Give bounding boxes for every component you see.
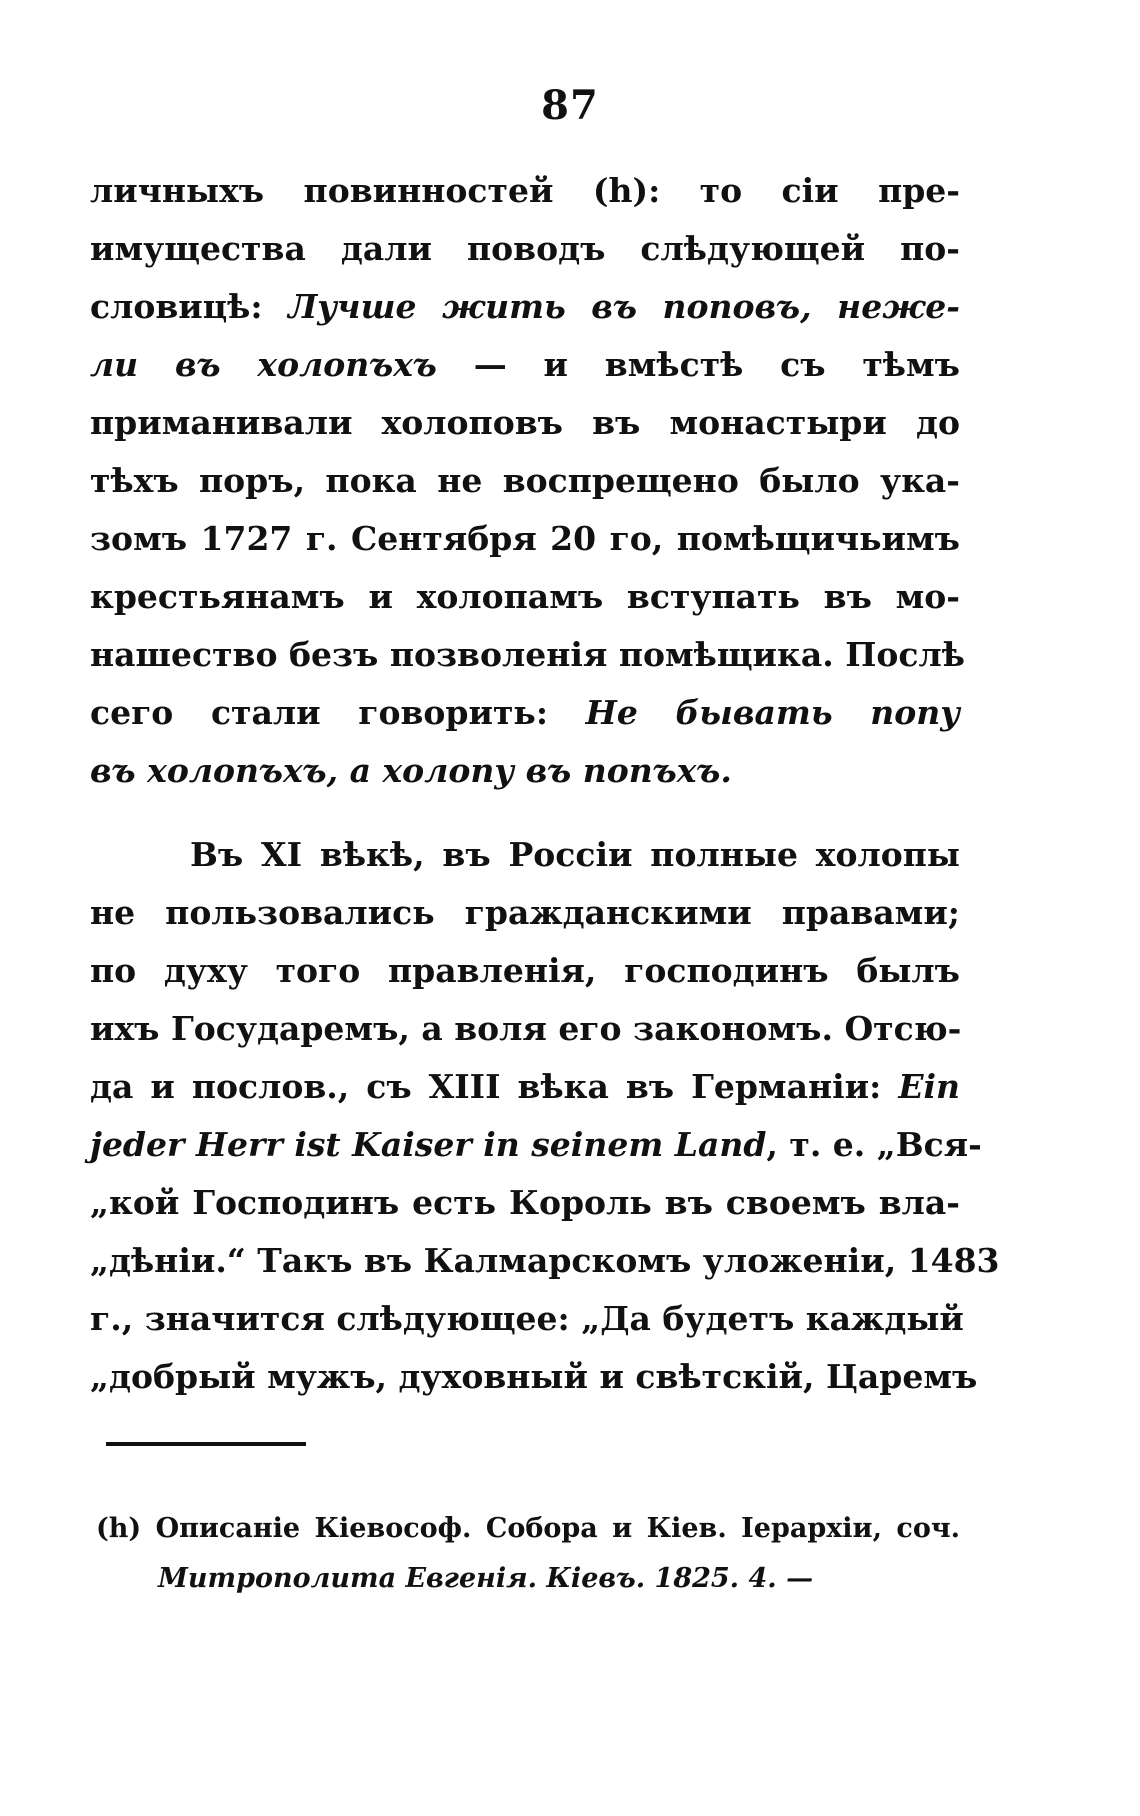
text-line <box>90 568 960 626</box>
text-line <box>90 1232 1000 1290</box>
text-segment: ихъ Государемъ, а воля его закономъ. Отсю- <box>90 1009 962 1048</box>
text-segment: „добрый мужъ, духовный и свѣтскій, Царемъ <box>90 1357 978 1396</box>
text-segment: „дѣніи.“ Такъ въ Калмарскомъ уложеніи, 1483 <box>90 1241 1000 1280</box>
text-segment: сего стали говорить: <box>90 693 586 732</box>
text-segment: приманивали холоповъ въ монастыри до <box>90 403 960 442</box>
text-line <box>90 1290 964 1348</box>
body-text <box>90 162 1000 1406</box>
text-line <box>90 220 960 278</box>
paragraph-1 <box>90 162 965 800</box>
text-line <box>90 336 960 394</box>
text-segment: „кой Господинъ есть Король въ своемъ вла- <box>90 1183 960 1222</box>
text-line <box>90 1058 960 1116</box>
text-segment: — и вмѣстѣ съ тѣмъ <box>436 345 960 384</box>
text-line <box>90 1000 960 1058</box>
text-segment: нашество безъ позволенія помѣщика. Послѣ <box>90 635 965 674</box>
text-line <box>90 742 960 800</box>
italic-text-segment: въ холопъхъ, а холопу въ попъхъ. <box>90 751 732 790</box>
footnotes <box>96 1504 960 1604</box>
text-line <box>90 1348 978 1406</box>
text-line <box>90 942 960 1000</box>
text-segment: Въ XI вѣкѣ, въ Россіи полные холопы <box>190 835 960 874</box>
footnote-rule <box>106 1442 306 1446</box>
italic-text-segment: Не бывать попу <box>585 693 960 732</box>
text-segment: г., значится слѣдующее: „Да будетъ каждый <box>90 1299 964 1338</box>
italic-text-segment: Ein <box>898 1067 960 1106</box>
italic-text-segment: jeder Herr ist Kaiser in seinem Land <box>90 1125 767 1164</box>
italic-text-segment: ли въ холопъхъ <box>90 345 437 384</box>
text-segment: словицѣ: <box>90 287 289 326</box>
text-segment: да и послов., съ XIII вѣка въ Германіи: <box>90 1067 899 1106</box>
text-line <box>90 884 960 942</box>
text-line <box>90 626 965 684</box>
text-line <box>90 1116 982 1174</box>
paragraph-2 <box>90 826 1000 1406</box>
text-line <box>90 510 960 568</box>
text-line <box>90 278 960 336</box>
footnote-line-1: (h) Описаніе Кіевософ. Собора и Кіев. Іерархіи, соч. <box>96 1513 960 1544</box>
text-segment: тѣхъ поръ, пока не воспрещено было ука- <box>90 461 960 500</box>
text-line <box>90 684 960 742</box>
text-segment: по духу того правленія, господинъ былъ <box>90 951 960 990</box>
text-segment: зомъ 1727 г. Сентября 20 го, помѣщичьимъ <box>90 519 960 558</box>
text-segment: имущества дали поводъ слѣдующей по- <box>90 229 960 268</box>
text-line <box>90 1174 960 1232</box>
italic-text-segment: Лучше жить въ поповъ, неже- <box>288 287 960 326</box>
text-line <box>90 162 960 220</box>
text-segment: не пользовались гражданскими правами; <box>90 893 960 932</box>
text-line <box>90 826 960 884</box>
footnote-line-2: Митрополита Евгенія. Кіевъ. 1825. 4. — <box>158 1563 814 1594</box>
text-line <box>90 452 960 510</box>
text-segment: , т. е. „Вся- <box>766 1125 982 1164</box>
page-number: 87 <box>541 82 599 129</box>
paragraph-gap <box>90 800 960 826</box>
text-segment: крестьянамъ и холопамъ вступать въ мо- <box>90 577 960 616</box>
text-segment: личныхъ повинностей (h): то сіи пре- <box>90 171 960 210</box>
text-line <box>90 394 960 452</box>
